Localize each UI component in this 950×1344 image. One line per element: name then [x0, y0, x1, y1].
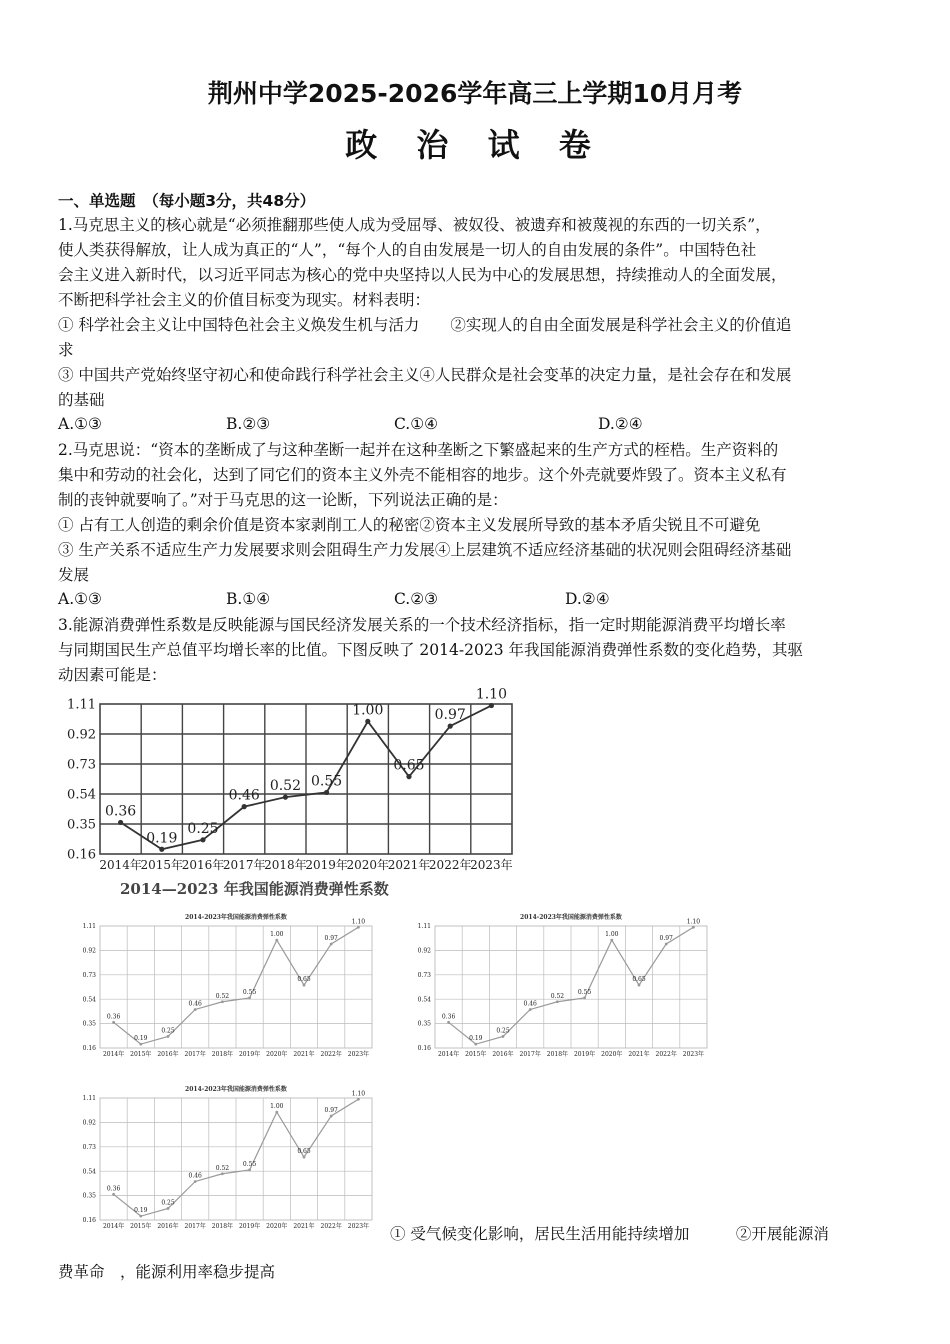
x-tick-label: 2023年 — [682, 1051, 705, 1058]
data-point — [275, 1111, 278, 1114]
x-tick-label: 2020年 — [266, 1223, 288, 1230]
subject-title: 政 治 试 卷 — [345, 126, 605, 164]
q1-line: 使人类获得解放，让人成为真正的“人”，“每个人的自由发展是一切人的自由发展的条件”。中国特色社 — [58, 241, 757, 259]
x-tick-label: 2022年 — [320, 1051, 342, 1058]
x-tick-label: 2018年 — [211, 1051, 234, 1058]
data-label: 1.10 — [351, 1090, 366, 1098]
q1-line: 1.马克思主义的核心就是“必须推翻那些使人成为受屈辱、被奴役、被遗弃和被蔑视的东西的一切关系”， — [58, 216, 771, 234]
data-label: 0.25 — [161, 1199, 175, 1207]
x-tick-label: 2015年 — [465, 1051, 487, 1058]
data-point — [221, 1000, 224, 1003]
x-tick-label: 2016年 — [181, 858, 225, 872]
data-point — [194, 1180, 197, 1183]
x-tick-label: 2018年 — [546, 1051, 569, 1058]
x-tick-label: 2014年 — [437, 1051, 460, 1058]
data-label: 0.36 — [106, 1185, 121, 1193]
x-tick-label: 2014年 — [99, 858, 142, 872]
data-point — [330, 943, 333, 946]
data-point — [529, 1008, 532, 1011]
data-label: 0.25 — [187, 820, 219, 837]
data-label: 1.10 — [686, 918, 701, 926]
data-label: 0.55 — [242, 1160, 257, 1168]
y-tick-label: 0.92 — [417, 947, 431, 955]
q2-line: 2.马克思说：“资本的垄断成了与这种垄断一起并在这种垄断之下繁盛起来的生产方式的桎梏。生产资料的 — [58, 441, 779, 459]
data-point — [242, 804, 247, 809]
y-tick-label: 0.73 — [67, 757, 96, 773]
q2-line: 集中和劳动的社会化，达到了同它们的资本主义外壳不能相容的地步。这个外壳就要炸毁了。资本主义私有 — [58, 466, 787, 484]
y-tick-label: 0.16 — [82, 1045, 96, 1053]
data-point — [275, 939, 278, 942]
q3-line: 与同期国民生产总值平均增长率的比值。下图反映了 2014-2023 年我国能源消费弹性系数的变化趋势，其驱 — [58, 641, 803, 659]
x-tick-label: 2021年 — [387, 858, 431, 872]
data-point — [167, 1035, 170, 1038]
chart-title: 2014-2023年我国能源消费弹性系数 — [520, 914, 622, 921]
q1-statement: ③ 中国共产党始终坚守初心和使命践行科学社会主义④人民群众是社会变革的决定力量，是社会存在和发展 — [58, 366, 792, 384]
y-tick-label: 0.73 — [417, 971, 431, 979]
data-label: 0.55 — [577, 988, 592, 996]
exam-title: 荆州中学2025-2026学年高三上学期10月月考 — [207, 79, 743, 108]
q2-statement: 发展 — [58, 566, 90, 584]
x-tick-label: 2014年 — [102, 1051, 125, 1058]
data-label: 0.97 — [434, 707, 466, 724]
q1-option-a[interactable]: A.①③ — [58, 415, 102, 433]
data-point — [357, 1098, 360, 1101]
data-point — [248, 1169, 251, 1172]
data-label: 0.55 — [311, 773, 343, 790]
data-point — [330, 1115, 333, 1118]
data-point — [474, 1043, 477, 1046]
q2-statement: ① 占有工人创造的剩余价值是资本家剥削工人的秘密②资本主义发展所导致的基本矛盾尖锐且不可避免 — [58, 516, 761, 534]
data-label: 0.25 — [496, 1027, 510, 1035]
q1-line: 不断把科学社会主义的价值目标变为现实。材料表明： — [58, 291, 431, 309]
data-label: 0.65 — [393, 757, 425, 774]
y-tick-label: 0.92 — [67, 727, 96, 743]
y-tick-label: 0.73 — [82, 1143, 96, 1151]
y-tick-label: 0.35 — [67, 817, 96, 833]
data-point — [447, 1021, 450, 1024]
data-point — [221, 1172, 224, 1175]
data-point — [167, 1207, 170, 1210]
q1-line: 会主义进入新时代，以习近平同志为核心的党中央坚持以人民为中心的发展思想，持续推动人的全面发展， — [58, 266, 787, 284]
x-tick-label: 2020年 — [266, 1051, 288, 1058]
data-label: 0.46 — [228, 787, 260, 804]
data-point — [406, 774, 411, 779]
q2-option-c[interactable]: C.②③ — [394, 590, 439, 608]
q1-statement: 求 — [58, 341, 74, 359]
data-point — [118, 820, 123, 825]
data-point — [112, 1021, 115, 1024]
q1-option-c[interactable]: C.①④ — [394, 415, 439, 433]
x-tick-label: 2019年 — [305, 858, 348, 872]
data-point — [200, 837, 205, 842]
q2-option-a[interactable]: A.①③ — [58, 590, 102, 608]
x-tick-label: 2016年 — [492, 1051, 514, 1058]
y-tick-label: 0.73 — [82, 971, 96, 979]
x-tick-label: 2018年 — [211, 1223, 234, 1230]
y-tick-label: 1.11 — [67, 697, 96, 713]
data-label: 0.52 — [269, 778, 301, 795]
data-point — [556, 1000, 559, 1003]
q1-statement: ① 科学社会主义让中国特色社会主义焕发生机与活力 ②实现人的自由全面发展是科学社会主义的价值追 — [58, 316, 792, 334]
data-label: 0.46 — [188, 1172, 202, 1180]
data-label: 0.65 — [297, 976, 311, 984]
data-label: 1.10 — [475, 688, 507, 703]
data-point — [159, 847, 164, 852]
y-tick-label: 0.35 — [82, 1192, 96, 1200]
x-tick-label: 2018年 — [264, 858, 307, 872]
energy-elasticity-chart-small-2 — [395, 908, 715, 1066]
q2-option-d[interactable]: D.②④ — [565, 590, 610, 608]
data-label: 0.25 — [161, 1027, 175, 1035]
data-label: 0.19 — [134, 1207, 148, 1215]
data-point — [303, 984, 306, 987]
q2-line: 制的丧钟就要响了。”对于马克思的这一论断，下列说法正确的是： — [58, 491, 508, 509]
q1-option-d[interactable]: D.②④ — [598, 415, 643, 433]
data-label: 0.65 — [632, 976, 646, 984]
x-tick-label: 2016年 — [157, 1051, 179, 1058]
energy-elasticity-chart-main — [60, 688, 520, 900]
x-tick-label: 2019年 — [238, 1223, 261, 1230]
x-tick-label: 2020年 — [346, 858, 390, 872]
y-tick-label: 0.54 — [82, 1168, 96, 1176]
y-tick-label: 1.11 — [417, 923, 431, 931]
x-tick-label: 2017年 — [184, 1051, 206, 1058]
q2-option-b[interactable]: B.①④ — [226, 590, 271, 608]
data-point — [638, 984, 641, 987]
data-point — [112, 1193, 115, 1196]
x-tick-label: 2017年 — [519, 1051, 541, 1058]
y-tick-label: 0.16 — [417, 1045, 431, 1053]
y-tick-label: 1.11 — [82, 1095, 96, 1103]
x-tick-label: 2015年 — [130, 1051, 152, 1058]
data-point — [502, 1035, 505, 1038]
y-tick-label: 0.16 — [67, 847, 96, 863]
data-label: 0.36 — [105, 803, 137, 820]
data-label: 1.00 — [352, 702, 384, 719]
x-tick-label: 2021年 — [628, 1051, 650, 1058]
data-label: 0.52 — [550, 992, 565, 1000]
y-tick-label: 0.54 — [67, 787, 96, 803]
x-tick-label: 2022年 — [428, 858, 472, 872]
x-tick-label: 2019年 — [573, 1051, 596, 1058]
energy-elasticity-chart-small-3 — [60, 1080, 380, 1238]
data-label: 0.52 — [215, 1164, 230, 1172]
data-label: 0.55 — [242, 988, 257, 996]
data-label: 1.00 — [605, 931, 619, 939]
data-point — [692, 926, 695, 929]
data-label: 0.46 — [523, 1000, 537, 1008]
q1-option-b[interactable]: B.②③ — [226, 415, 271, 433]
data-point — [489, 703, 494, 708]
y-tick-label: 0.35 — [82, 1020, 96, 1028]
q3-statement: ① 受气候变化影响，居民生活用能持续增加 ②开展能源消 — [390, 1225, 829, 1243]
y-tick-label: 0.35 — [417, 1020, 431, 1028]
section-title: 一、单选题 （每小题3分，共48分） — [58, 192, 316, 210]
data-point — [365, 719, 370, 724]
data-label: 0.36 — [441, 1013, 456, 1021]
data-point — [283, 795, 288, 800]
data-label: 1.00 — [270, 1103, 284, 1111]
energy-elasticity-chart-small-1 — [60, 908, 380, 1066]
x-tick-label: 2016年 — [157, 1223, 179, 1230]
x-tick-label: 2022年 — [320, 1223, 342, 1230]
x-tick-label: 2021年 — [293, 1223, 315, 1230]
data-point — [303, 1156, 306, 1159]
data-point — [583, 997, 586, 1000]
x-tick-label: 2021年 — [293, 1051, 315, 1058]
q3-line: 动因素可能是： — [58, 666, 167, 684]
q3-statement: 费革命 ，能源利用率稳步提高 — [58, 1263, 276, 1281]
q3-line: 3.能源消费弹性系数是反映能源与国民经济发展关系的一个技术经济指标，指一定时期能源消费平均增长率 — [58, 616, 786, 634]
x-tick-label: 2023年 — [347, 1223, 370, 1230]
x-tick-label: 2015年 — [140, 858, 184, 872]
y-tick-label: 1.11 — [82, 923, 96, 931]
x-tick-label: 2023年 — [347, 1051, 370, 1058]
y-tick-label: 0.54 — [82, 996, 96, 1004]
data-label: 0.19 — [469, 1035, 483, 1043]
data-label: 0.97 — [659, 934, 673, 942]
data-label: 0.19 — [134, 1035, 148, 1043]
y-tick-label: 0.16 — [82, 1217, 96, 1225]
data-label: 0.19 — [146, 830, 178, 847]
data-point — [194, 1008, 197, 1011]
x-tick-label: 2020年 — [601, 1051, 623, 1058]
data-label: 0.97 — [324, 934, 338, 942]
y-tick-label: 0.54 — [417, 996, 431, 1004]
data-label: 0.97 — [324, 1106, 338, 1114]
x-tick-label: 2023年 — [470, 858, 513, 872]
data-label: 0.46 — [188, 1000, 202, 1008]
y-tick-label: 0.92 — [82, 1119, 96, 1127]
data-point — [357, 926, 360, 929]
data-point — [665, 943, 668, 946]
x-tick-label: 2017年 — [184, 1223, 206, 1230]
data-point — [324, 790, 329, 795]
data-point — [139, 1215, 142, 1218]
data-label: 1.10 — [351, 918, 366, 926]
data-point — [448, 724, 453, 729]
q2-statement: ③ 生产关系不适应生产力发展要求则会阻碍生产力发展④上层建筑不适应经济基础的状况则会阻碍经济基础 — [58, 541, 792, 559]
data-point — [610, 939, 613, 942]
data-label: 0.65 — [297, 1148, 311, 1156]
data-label: 0.52 — [215, 992, 230, 1000]
x-tick-label: 2015年 — [130, 1223, 152, 1230]
chart-title: 2014-2023年我国能源消费弹性系数 — [185, 914, 287, 921]
x-tick-label: 2017年 — [222, 858, 266, 872]
x-tick-label: 2019年 — [238, 1051, 261, 1058]
q1-statement: 的基础 — [58, 391, 105, 409]
chart-title: 2014-2023年我国能源消费弹性系数 — [185, 1086, 287, 1093]
data-label: 1.00 — [270, 931, 284, 939]
chart-title: 2014—2023 年我国能源消费弹性系数 — [120, 880, 389, 898]
x-tick-label: 2014年 — [102, 1223, 125, 1230]
y-tick-label: 0.92 — [82, 947, 96, 955]
x-tick-label: 2022年 — [655, 1051, 677, 1058]
data-label: 0.36 — [106, 1013, 121, 1021]
data-point — [139, 1043, 142, 1046]
data-point — [248, 997, 251, 1000]
